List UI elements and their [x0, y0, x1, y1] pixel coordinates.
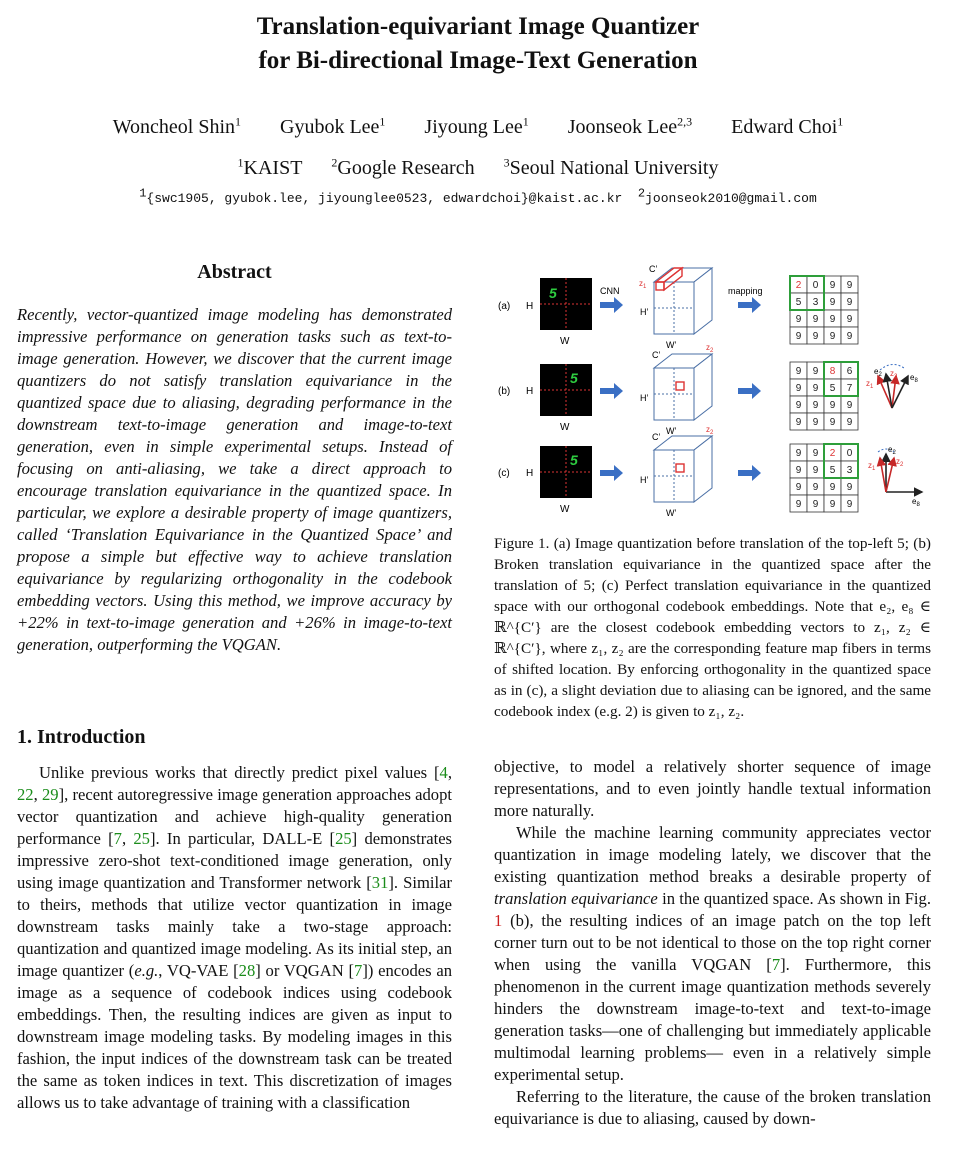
grid-cell-value: 9: [829, 400, 836, 411]
author-list: [0, 116, 956, 139]
citation-link[interactable]: 7: [113, 829, 122, 848]
digit-glyph: 5: [549, 285, 557, 301]
digit-glyph: 5: [570, 452, 578, 468]
grid-cell-value: 9: [795, 499, 802, 510]
width-label: W: [560, 504, 570, 515]
svg-text:e8: $e_8$: [912, 497, 920, 508]
arrow-icon: [738, 383, 761, 399]
arrow-icon: [738, 297, 761, 313]
grid-cell-value: 3: [846, 465, 853, 476]
grid-cell-value: 9: [846, 314, 853, 325]
citation-link[interactable]: 22: [17, 785, 34, 804]
arrow-icon: [600, 383, 623, 399]
grid-cell-value: 9: [846, 400, 853, 411]
digit-glyph: 5: [570, 370, 578, 386]
arrow-icon: [600, 297, 623, 313]
author-emails: $^1${swc1905, gyubok.lee, jiyounglee0523, edwardchoi}@kaist.ac.kr $^2$joonseok2010@gmail.com: [139, 186, 817, 206]
grid-cell-value: 9: [829, 297, 836, 308]
citation-link[interactable]: 7: [771, 955, 781, 974]
grid-cell-value: 9: [829, 499, 836, 510]
grid-cell-value: 9: [812, 417, 819, 428]
paper-title-line-2: for Bi-directional Image-Text Generation: [258, 47, 698, 74]
grid-cell-value: 9: [846, 280, 853, 291]
row-label: (b): [498, 386, 511, 397]
grid-cell-value: 9: [829, 482, 836, 493]
z2-label: $z_2$: [706, 343, 714, 354]
z2-label: $z_2$: [706, 425, 714, 436]
grid-cell-value: 9: [795, 314, 802, 325]
height-label: H: [526, 386, 534, 397]
width-prime-label: W’: [666, 508, 677, 518]
grid-cell-value: 9: [795, 331, 802, 342]
mapping-label: mapping: [728, 286, 763, 296]
intro-paragraph-1-continued: objective, to model a relatively shorter sequence of image representations, and to even jointly handle textual information more naturally.: [494, 757, 931, 820]
affiliation: $^1$KAIST: [237, 155, 303, 179]
intro-right-column: [494, 756, 931, 1130]
feature-map-cube: [654, 268, 712, 334]
z1-label: $z_1$: [639, 279, 647, 290]
grid-cell-value: 2: [829, 448, 836, 459]
grid-cell-value: 9: [846, 482, 853, 493]
embedding-vectors: [866, 364, 918, 408]
grid-cell-value: 9: [812, 482, 819, 493]
grid-cell-value: 9: [829, 417, 836, 428]
svg-text:e8: $e_8$: [910, 373, 918, 384]
affiliation: $^2$Google Research: [331, 155, 475, 179]
grid-cell-value: 9: [846, 331, 853, 342]
abstract-heading: Abstract: [197, 261, 272, 283]
grid-cell-value: 8: [829, 366, 836, 377]
citation-link[interactable]: 4: [439, 763, 448, 782]
author: Gyubok Lee$^1$: [280, 114, 386, 138]
arrow-icon: [738, 465, 761, 481]
grid-cell-value: 9: [846, 297, 853, 308]
svg-text:z1: $z_1$: [868, 461, 876, 472]
height-prime-label: H’: [640, 307, 649, 317]
figure-1: [494, 258, 932, 520]
codebook-index-grid: [790, 362, 858, 430]
author: Woncheol Shin$^1$: [112, 114, 241, 138]
grid-cell-value: 9: [812, 400, 819, 411]
affiliation: $^3$Seoul National University: [503, 155, 719, 179]
grid-cell-value: 9: [795, 482, 802, 493]
grid-cell-value: 9: [812, 314, 819, 325]
codebook-index-grid: [790, 276, 858, 344]
introduction-heading: 1. Introduction: [17, 726, 146, 748]
channel-label: C’: [652, 350, 661, 360]
height-label: H: [526, 301, 534, 312]
figure-row-a: [498, 264, 858, 350]
intro-paragraph-1: Unlike previous works that directly predict pixel values [4, 22, 29], recent autoregressive image generation approaches adopt vector quantization and achieve high-quality generation performance [7, 25]. In particular, DALL-E [25] demonstrates impressive zero-shot text-conditioned image generation, only using image quantization and Transformer network [31]. Similar to theirs, methods that utilize vector quantization in image downstream tasks mainly take a two-stage approach: quantization and quantized image modeling. As its initial step, an image quantizer (e.g., VQ-VAE [28] or VQGAN [7]) encodes an image as a sequence of codebook indices using codebook embeddings. Then, the resulting indices are given as input to downstream image modeling tasks. By modeling images in this fashion, the input indices of the downstream task can be treated the same as token indices in text. This discretization of images allows us to take advantage of training with a classification: [17, 763, 453, 1112]
cnn-label: CNN: [600, 286, 620, 296]
grid-cell-value: 9: [795, 383, 802, 394]
grid-cell-value: 9: [795, 400, 802, 411]
grid-cell-value: 2: [795, 280, 802, 291]
width-prime-label: W’: [666, 426, 677, 436]
grid-cell-value: 9: [829, 314, 836, 325]
figure-1-caption: Figure 1. (a) Image quantization before translation of the top-left 5; (b) Broken translation equivariance in the quantized space after the translation of 5; (c) Perfect translation equivariance in the quantized space with our orthogonal codebook embeddings. Note that e₂, e₈ ∈ ℝ^{C′} are the closest codebook embedding vectors to z₁, z₂ ∈ ℝ^{C′}, where z₁, z₂ are the corresponding feature map fibers in terms of shifted location. By enforcing orthogonality in the quantized space as in (c), a slight deviation due to aliasing can be ignored, and the same codebook index (e.g. 2) is given to z₁, z₂.: [494, 535, 931, 720]
codebook-index-grid: [790, 444, 858, 512]
citation-link[interactable]: 31: [371, 873, 389, 892]
affiliation-list: [0, 157, 956, 180]
grid-cell-value: 9: [812, 465, 819, 476]
grid-cell-value: 9: [829, 331, 836, 342]
figure-link[interactable]: 1: [494, 911, 503, 930]
embedding-vectors: [868, 445, 922, 508]
grid-cell-value: 5: [795, 297, 802, 308]
svg-text:e2: $e_2$: [888, 445, 896, 456]
feature-map-cube: [654, 436, 712, 502]
grid-cell-value: 9: [812, 448, 819, 459]
height-label: H: [526, 468, 534, 479]
svg-text:z2: $z_2$: [896, 457, 904, 468]
grid-cell-value: 9: [795, 417, 802, 428]
citation-link[interactable]: 25: [133, 829, 150, 848]
author: Jiyoung Lee$^1$: [424, 114, 529, 138]
grid-cell-value: 9: [846, 499, 853, 510]
grid-cell-value: 9: [795, 448, 802, 459]
intro-paragraph-2: While the machine learning community appreciates vector quantization in image modeling lately, we discover that the existing quantization method breaks a desirable property of translation equivariance in the quantized space. As shown in Fig. 1 (b), the resulting indices of an image patch on the top left corner turn out to be not identical to those on the top right corner when using the vanilla VQGAN [7]. Furthermore, this phenomenon in the current image quantization methods severely hinders the downstream image-to-text and text-to-image generation tasks—one of challenging but immediately applicable multimodal learning problems— even in a relatively simple experimental setup.: [494, 823, 931, 1084]
author: Edward Choi$^1$: [731, 114, 844, 138]
abstract-text: Recently, vector-quantized image modeling has demonstrated impressive performance on generation tasks such as text-to-image generation. However, we discover that the current image quantizers do not satisfy translation equivariance in the quantized space due to aliasing, degrading performance in the downstream text-to-image generation and image-to-text generation, even in simple experimental setups. Instead of focusing on anti-aliasing, we take a direct approach to encourage translation equivariance in the quantized space. In particular, we explore a desirable property of image quantizers, called ‘Translation Equivariance in the Quantized Space’ and propose a simple but effective way to achieve translation equivariance by regularizing orthogonality in the codebook embedding vectors. Using this method, we improve accuracy by +22% in text-to-image generation and +26% in image-to-text generation, outperforming the VQGAN.: [17, 305, 452, 654]
grid-cell-value: 5: [829, 383, 836, 394]
figure-row-c: [498, 425, 922, 518]
grid-cell-value: 9: [812, 331, 819, 342]
svg-text:e2: $e_2$: [874, 367, 882, 378]
figure-row-b: [498, 343, 918, 436]
grid-cell-value: 9: [812, 499, 819, 510]
grid-cell-value: 6: [846, 366, 853, 377]
citation-link[interactable]: 7: [354, 961, 363, 980]
height-prime-label: H’: [640, 475, 649, 485]
grid-cell-value: 3: [812, 297, 819, 308]
grid-cell-value: 5: [829, 465, 836, 476]
author: Joonseok Lee$^{2,3}$: [567, 114, 693, 138]
arrow-icon: [600, 465, 623, 481]
svg-text:z1: $z_1$: [866, 379, 874, 390]
width-prime-label: W’: [666, 340, 677, 350]
grid-cell-value: 9: [795, 465, 802, 476]
feature-map-cube: [654, 354, 712, 420]
row-label: (c): [498, 468, 510, 479]
width-label: W: [560, 336, 570, 347]
citation-link[interactable]: 28: [238, 961, 256, 980]
citation-link[interactable]: 29: [41, 785, 59, 804]
width-label: W: [560, 422, 570, 433]
grid-cell-value: 9: [795, 366, 802, 377]
intro-paragraph-3: Referring to the literature, the cause of the broken translation equivariance is due to aliasing, caused by down-: [494, 1087, 931, 1128]
grid-cell-value: 9: [846, 417, 853, 428]
channel-label: C’: [652, 432, 661, 442]
grid-cell-value: 0: [812, 280, 819, 291]
grid-cell-value: 0: [846, 448, 853, 459]
grid-cell-value: 7: [846, 383, 853, 394]
grid-cell-value: 9: [829, 280, 836, 291]
svg-text:z2: $z_2$: [890, 369, 898, 380]
row-label: (a): [498, 301, 511, 312]
height-prime-label: H’: [640, 393, 649, 403]
grid-cell-value: 9: [812, 366, 819, 377]
paper-title-line-1: Translation-equivariant Image Quantizer: [256, 13, 700, 40]
citation-link[interactable]: 25: [335, 829, 352, 848]
grid-cell-value: 9: [812, 383, 819, 394]
intro-left-column: [17, 762, 452, 1114]
channel-label: C’: [649, 264, 658, 274]
